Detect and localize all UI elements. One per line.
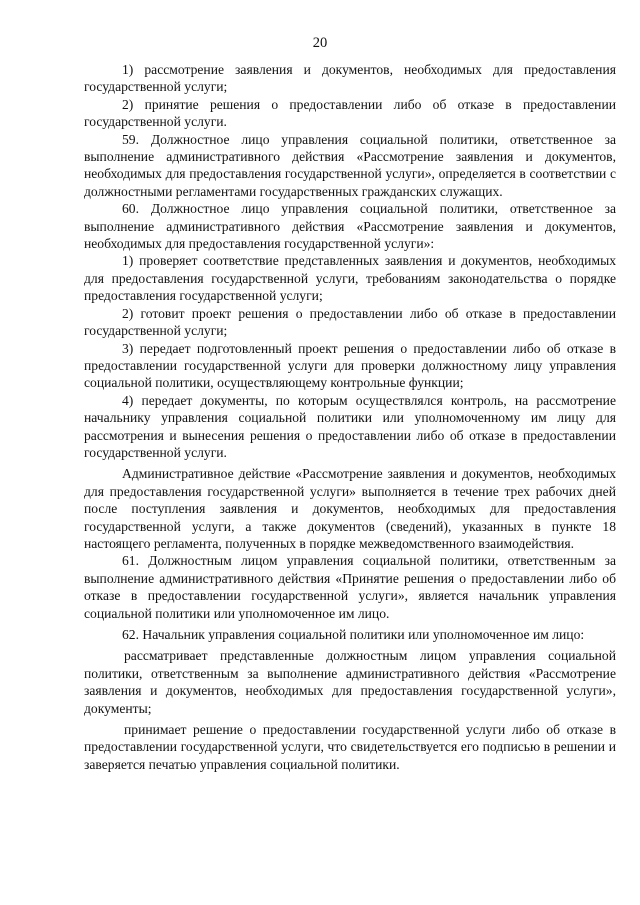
paragraph-61: 61. Должностным лицом управления социальной политики, ответственным за выполнение административного действия «Принятие решения о предоставлении либо об отказе в предоставлении государственной услуги», является начальник управления социальной политики или уполномоченное им лицо. xyxy=(84,553,616,621)
paragraph-60-item-4: 4) передает документы, по которым осуществлялся контроль, на рассмотрение начальнику управления социальной политики или уполномоченному им лицу для рассмотрения и вынесения решения о предоставлении либо об отказе в предоставлении государственной услуги. xyxy=(84,392,616,460)
paragraph-item-2: 2) принятие решения о предоставлении либо об отказе в предоставлении государственной услуги. xyxy=(84,96,616,130)
paragraph-60-item-3: 3) передает подготовленный проект решения о предоставлении либо об отказе в предоставлении государственной услуги для проверки должностному лицу управления социальной политики, осуществляющему контрольные функции; xyxy=(84,340,616,391)
paragraph-item-1: 1) рассмотрение заявления и документов, необходимых для предоставления государственной услуги; xyxy=(84,62,616,95)
paragraph-60-item-2: 2) готовит проект решения о предоставлении либо об отказе в предоставлении государственной услуги; xyxy=(84,305,616,339)
document-body xyxy=(84,61,616,773)
paragraph-62-decides: принимает решение о предоставлении государственной услуги либо об отказе в предоставлении государственной услуги, что свидетельствуется его подписью в решении и заверяется печатью управления социальной политики. xyxy=(84,722,616,772)
page-number: 20 xyxy=(312,35,328,51)
paragraph-59: 59. Должностное лицо управления социальной политики, ответственное за выполнение административного действия «Рассмотрение заявления и документов, необходимых для предоставления государственной услуги», определяется в соответствии с должностными регламентами государственных гражданских служащих. xyxy=(84,131,616,199)
paragraph-60: 60. Должностное лицо управления социальной политики, ответственное за выполнение административного действия «Рассмотрение заявления и документов, необходимых для предоставления государственной услуги»: xyxy=(84,201,616,252)
paragraph-62: 62. Начальник управления социальной политики или уполномоченное им лицо: xyxy=(122,627,585,642)
paragraph-62-reviews: рассматривает представленные должностным лицом управления социальной политики, ответственным за выполнение административного действия «Рассмотрение заявления и документов, необходимых для предоставления государственной услуги», документы; xyxy=(84,648,616,716)
paragraph-60-item-1: 1) проверяет соответствие представленных заявления и документов, необходимых для предоставления государственной услуги, требованиям законодательства о порядке предоставления государственной услуги; xyxy=(84,253,616,304)
paragraph-administrative-action: Административное действие «Рассмотрение заявления и документов, необходимых для предоставления государственной услуги» выполняется в течение трех рабочих дней после поступления заявления и документов, необходимых для предоставления государственной услуги, а также документов (сведений), указанных в пункте 18 настоящего регламента, полученных в порядке межведомственного взаимодействия. xyxy=(84,466,616,551)
